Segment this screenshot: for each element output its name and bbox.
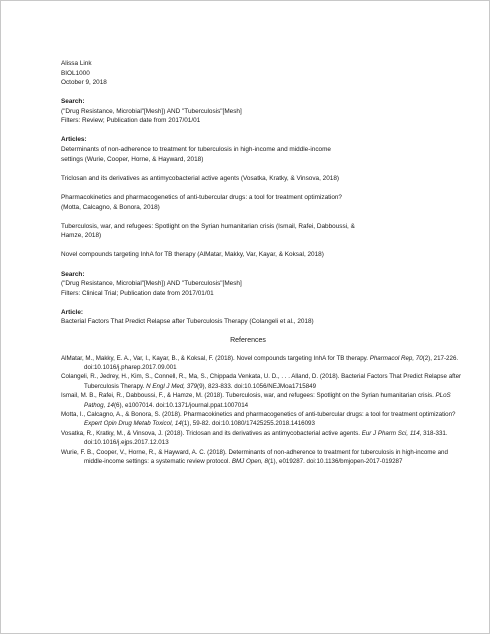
reference-text: Vosatka, R., Kratky, M., & Vinsova, J. (2018). Triclosan and its derivatives as antimycobacterial active agents. — [61, 429, 362, 437]
author-name: Alissa Link — [61, 60, 92, 67]
reference-text: Motta, I., Calcagno, A., & Bonora, S. (2018). Pharmacokinetics and pharmacogenetics of anti-tubercular drugs: a tool for treatment optimization? — [61, 411, 456, 419]
reference-journal: N Engl J Med, 379 — [146, 382, 198, 390]
reference-text: AlMatar, M., Makky, E. A., Var, I., Kayar, B., & Koksal, F. (2018). Novel compounds targeting InhA for TB therapy. — [61, 354, 370, 362]
reference-entry — [61, 448, 464, 467]
articles-heading: Articles: — [61, 136, 87, 144]
reference-journal: Eur J Pharm Sci, 114 — [361, 429, 420, 437]
article-item — [61, 250, 441, 260]
article-text: Bacterial Factors That Predict Relapse after Tuberculosis Therapy (Colangeli et al., 2018) — [61, 318, 314, 326]
reference-journal: Pharmacol Rep, 70 — [369, 354, 423, 362]
references-title: References — [230, 337, 266, 345]
reference-entry — [61, 391, 464, 410]
reference-text: Colangeli, R., Jedrey, H., Kim, S., Connell, R., Ma, S., Chippada Venkata, U. D., . . . Alland, D. (2018). Bacterial Factors That Predict Relapse after Tuberculosis Therapy. — [61, 373, 462, 390]
document-body — [61, 59, 462, 466]
reference-entry — [61, 429, 464, 448]
article-line: Determinants of non-adherence to treatment for tuberculosis in high-income and middle-income — [61, 145, 331, 153]
article-heading: Article: — [61, 308, 84, 316]
article-item — [61, 193, 441, 212]
reference-text: Wurie, F. B., Cooper, V., Horne, R., & Hayward, A. C. (2018). Determinants of non-adherence to treatment for tuberculosis in high-income and middle-income settings: a systematic review protocol. — [61, 448, 448, 466]
search-query-1: ("Drug Resistance, Microbial"[Mesh]) AND "Tuberculosis"[Mesh] — [61, 107, 242, 115]
search-filters-1: Filters: Review; Publication date from 2017/01/01 — [61, 117, 201, 125]
article-line: Tuberculosis, war, and refugees: Spotlight on the Syrian humanitarian crisis (Ismail, Rafei, Dabboussi, & — [61, 222, 355, 230]
article-line: Pharmacokinetics and pharmacogenetics of anti-tubercular drugs: a tool for treatment optimization? — [61, 193, 342, 201]
article-line: Triclosan and its derivatives as antimycobacterial active agents (Vosatka, Kratky, & Vinsova, 2018) — [61, 174, 340, 182]
reference-text: (9), 823-833. doi:10.1056/NEJMoa1715849 — [197, 382, 317, 390]
reference-entry — [61, 372, 464, 391]
article-line: Hamze, 2018) — [61, 232, 102, 240]
article-line: (Motta, Calcagno, & Bonora, 2018) — [61, 203, 160, 211]
article-line: settings (Wurie, Cooper, Horne, & Hayward, 2018) — [61, 155, 204, 163]
search-filters-2: Filters: Clinical Trial; Publication date from 2017/01/01 — [61, 289, 214, 297]
article-line: Novel compounds targeting InhA for TB therapy (AlMatar, Makky, Var, Kayar, & Koksal, 2018) — [61, 251, 324, 259]
reference-text: (6), e1007014. doi:10.1371/journal.ppat.1007014 — [113, 401, 249, 409]
search-query-2: ("Drug Resistance, Microbial"[Mesh]) AND "Tuberculosis"[Mesh] — [61, 280, 242, 288]
article-item — [61, 145, 441, 164]
reference-text: (1), e019287. doi:10.1136/bmjopen-2017-019287 — [268, 458, 403, 466]
reference-entry — [61, 410, 464, 429]
article-item — [61, 174, 441, 184]
document-date: October 9, 2018 — [61, 79, 107, 87]
reference-entry — [61, 354, 464, 373]
search-heading-2: Search: — [61, 270, 85, 278]
reference-journal: BMJ Open, 8 — [231, 458, 268, 466]
article-item — [61, 222, 441, 241]
reference-journal: PLoS Pathog, 14 — [84, 392, 451, 409]
reference-text: Ismail, M. B., Rafei, R., Dabboussi, F., & Hamze, M. (2018). Tuberculosis, war, and refugees: Spotlight on the Syrian humanitarian crisis. — [61, 392, 436, 400]
reference-journal: Expert Opin Drug Metab Toxicol, 14 — [84, 420, 182, 428]
reference-text: (1), 59-82. doi:10.1080/17425255.2018.1416093 — [181, 420, 315, 428]
reference-text: , 318-331. doi:10.1016/j.ejps.2017.12.013 — [84, 429, 448, 447]
search-heading-1: Search: — [61, 98, 85, 106]
reference-text: (2), 217-226. doi:10.1016/j.pharep.2017.09.001 — [84, 354, 459, 372]
course-code: BIOL1000 — [61, 69, 90, 77]
